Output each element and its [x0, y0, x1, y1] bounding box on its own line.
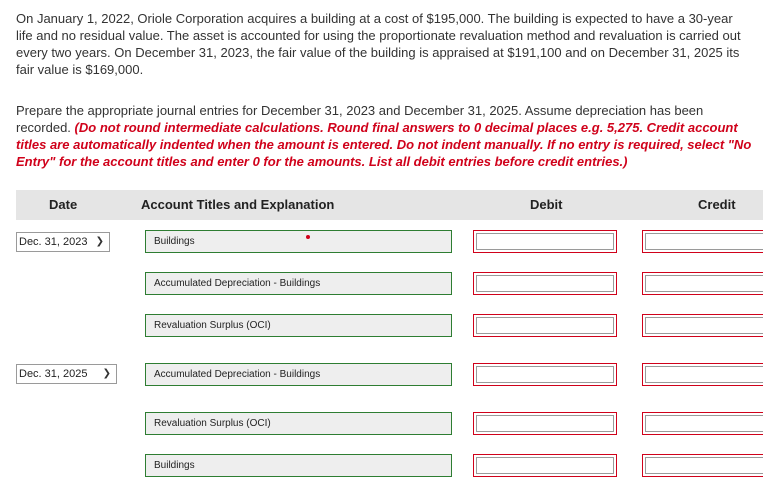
credit-input[interactable]: [642, 412, 763, 435]
debit-input[interactable]: [473, 363, 617, 386]
date-value: Dec. 31, 2025: [19, 368, 88, 380]
account-field[interactable]: Revaluation Surplus (OCI): [145, 314, 452, 337]
account-field[interactable]: Accumulated Depreciation - Buildings: [145, 272, 452, 295]
date-select-2023[interactable]: [16, 232, 110, 252]
instruction-text: Prepare the appropriate journal entries for December 31, 2023 and December 31, 2025. Assume depreciation has been recorded.: [16, 103, 704, 135]
debit-input[interactable]: [473, 412, 617, 435]
date-select-2025[interactable]: [16, 364, 117, 384]
table-header: [16, 190, 763, 220]
credit-input[interactable]: [642, 272, 763, 295]
instruction-note: (Do not round intermediate calculations. Round final answers to 0 decimal places e.g. 5,275. Credit account titles are automatically indented when the amount is entered. Do not indent manually. If no entry is required, select "No Entry" for the account titles and enter 0 for the amounts. List all debit entries before credit entries.): [16, 120, 752, 169]
header-credit: Credit: [698, 197, 736, 212]
date-value: Dec. 31, 2023: [19, 236, 88, 248]
debit-input[interactable]: [473, 314, 617, 337]
credit-input[interactable]: [642, 230, 763, 253]
header-account: Account Titles and Explanation: [141, 197, 335, 212]
debit-input[interactable]: [473, 454, 617, 477]
header-debit: Debit: [530, 197, 563, 212]
credit-input[interactable]: [642, 314, 763, 337]
required-marker: [306, 235, 310, 239]
header-date: Date: [49, 197, 78, 212]
debit-input[interactable]: [473, 230, 617, 253]
chevron-down-icon: ❯: [95, 236, 104, 247]
chevron-down-icon: ❯: [102, 368, 111, 379]
debit-input[interactable]: [473, 272, 617, 295]
problem-text: On January 1, 2022, Oriole Corporation acquires a building at a cost of $195,000. The building is expected to have a 30-year life and no residual value. The asset is accounted for using the proportionate revaluation method and revaluation is carried out every two years. On December 31, 2023, the fair value of the building is appraised at $191,100 and on December 31, 2025 its fair value is $169,000.: [16, 11, 741, 77]
account-field[interactable]: Accumulated Depreciation - Buildings: [145, 363, 452, 386]
account-field[interactable]: Buildings: [145, 454, 452, 477]
credit-input[interactable]: [642, 454, 763, 477]
account-field[interactable]: Revaluation Surplus (OCI): [145, 412, 452, 435]
account-field[interactable]: Buildings: [145, 230, 452, 253]
instructions: [16, 102, 760, 170]
credit-input[interactable]: [642, 363, 763, 386]
